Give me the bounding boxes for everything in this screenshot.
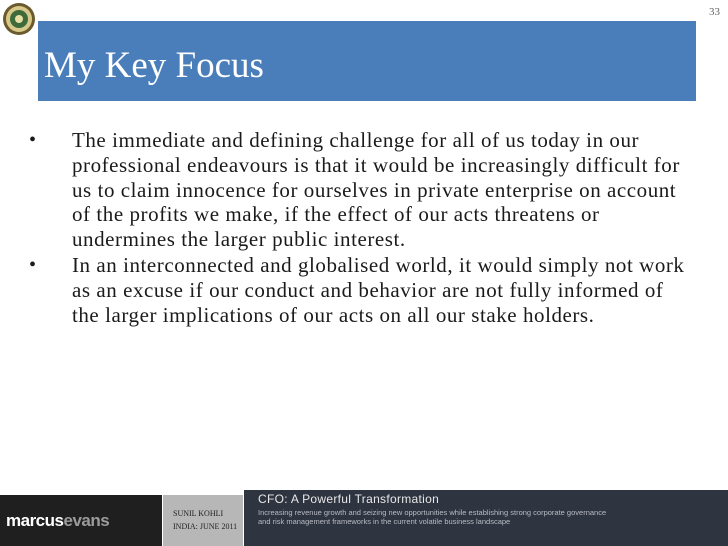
bullet-marker: •	[29, 253, 37, 276]
emblem-icon	[2, 2, 36, 36]
slide-number: 33	[709, 6, 720, 18]
logo-word-2: evans	[63, 511, 110, 530]
promo-subtitle	[258, 508, 688, 526]
promo-line-1: Increasing revenue growth and seizing new opportunities while establishing strong corporate governance	[258, 508, 607, 517]
bullet-text: The immediate and defining challenge for all of us today in our professional endeavours is that it would be increasingly difficult for us to claim innocence for ourselves in private enterprise on account of the profits we make, if the effect of our acts threatens or undermines the larger public interest.	[72, 128, 680, 252]
slide-title: My Key Focus	[44, 45, 264, 86]
logo-block	[0, 495, 162, 546]
footer-banner	[0, 490, 728, 546]
presenter-location-date: INDIA: JUNE 2011	[173, 522, 238, 531]
presenter-block	[163, 495, 243, 546]
promo-block	[244, 490, 728, 546]
logo-word-1: marcus	[6, 511, 64, 530]
bullet-item	[25, 253, 695, 327]
marcusevans-logo	[6, 511, 109, 531]
bullet-list	[25, 128, 695, 327]
promo-line-2: and risk management frameworks in the current volatile business landscape	[258, 517, 511, 526]
bullet-item	[25, 128, 695, 252]
presenter-name: SUNIL KOHLI	[173, 509, 224, 518]
bullet-text: In an interconnected and globalised world, it would simply not work as an excuse if our conduct and behavior are not fully informed of the larger implications of our acts on all our stake holders.	[72, 252, 685, 327]
promo-title: CFO: A Powerful Transformation	[258, 492, 440, 506]
bullet-marker: •	[29, 129, 37, 151]
